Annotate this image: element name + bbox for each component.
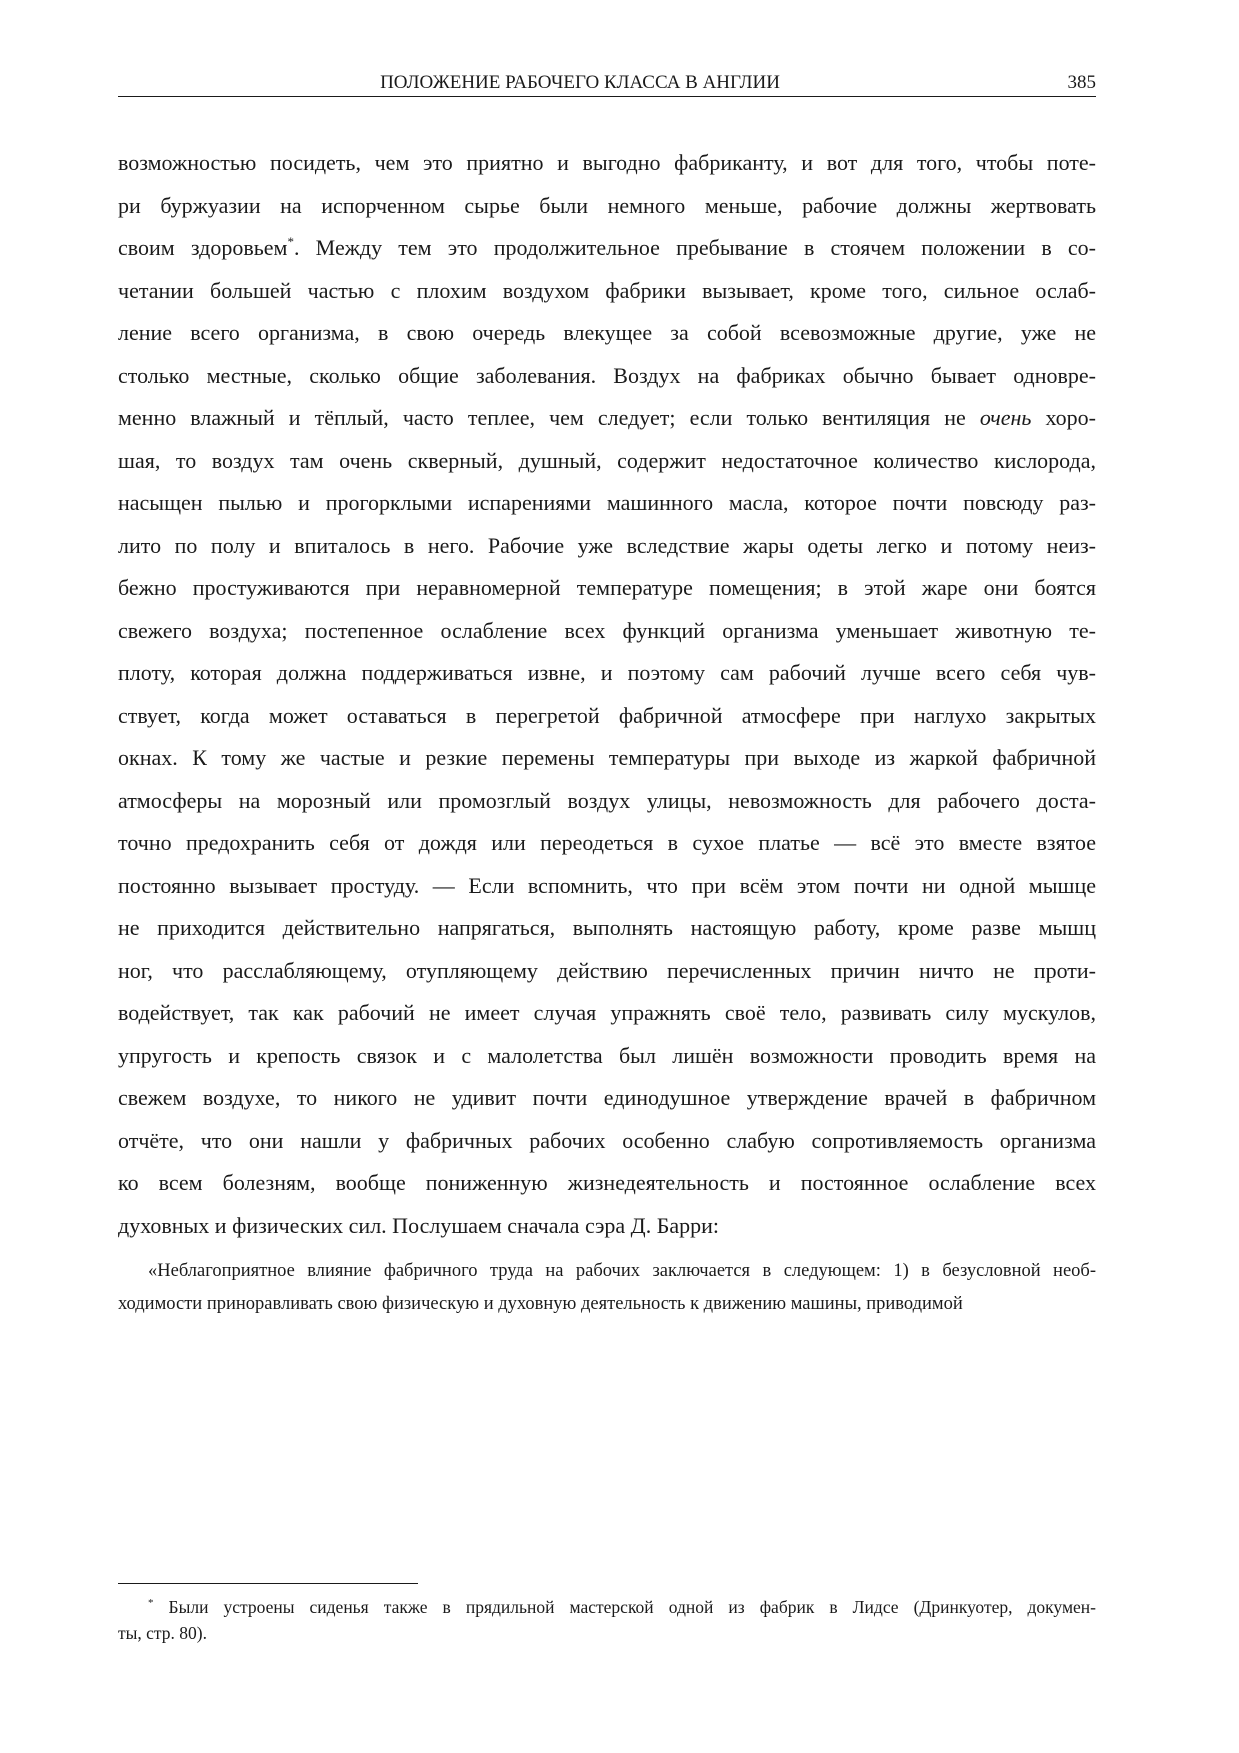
running-header — [118, 72, 1096, 97]
text-line: не приходится действительно напрягаться, выполнять настоящую работу, кроме разве мышц — [118, 915, 1096, 940]
text-line: плоту, которая должна поддерживаться извне, и поэтому сам рабочий лучше всего себя чув- — [118, 660, 1096, 685]
text-line: ног, что расслабляющему, отупляющему действию перечисленных причин ничто не проти- — [118, 957, 1096, 983]
quote-line: ходимости приноравливать свою физическую и духовную деятельность к движению машины, приводимой — [118, 1294, 963, 1314]
text-line: точно предохранить себя от дождя или переодеться в сухое платье — всё это вместе взятое — [118, 830, 1096, 855]
text-line: окнах. К тому же частые и резкие перемены температуры при выходе из жаркой фабричной — [118, 745, 1096, 770]
emphasis-text: очень — [979, 405, 1032, 430]
text-line: четании большей частью с плохим воздухом фабрики вызывает, кроме того, сильное ослаб- — [118, 277, 1096, 303]
footnote-line: ты, стр. 80). — [118, 1623, 207, 1643]
text-line: свежего воздуха; постепенное ослабление всех функций организма уменьшает животную те- — [118, 617, 1096, 643]
footnote-divider — [118, 1583, 418, 1584]
text-fragment: менно влажный и тёплый, часто теплее, чем следует; если только вентиляция не — [118, 405, 980, 430]
text-line — [118, 397, 1096, 440]
page-number: 385 — [1067, 72, 1096, 93]
text-line: постоянно вызывает простуду. — Если вспомнить, что при всём этом почти ни одной мышце — [118, 872, 1096, 898]
text-fragment: хоро- — [1031, 405, 1096, 430]
block-quote — [118, 1255, 1096, 1321]
text-line: ствует, когда может оставаться в перегретой фабричной атмосфере при наглухо закрытых — [118, 702, 1096, 728]
text-line: возможностью посидеть, чем это приятно и выгодно фабриканту, и вот для того, чтобы поте- — [118, 150, 1096, 175]
text-line: свежем воздухе, то никого не удивит почти единодушное утверждение врачей в фабричном — [118, 1085, 1096, 1110]
text-fragment: Были устроены сиденья также в прядильной мастерской одной из фабрик в Лидсе (Дринкуотер, докумен- — [153, 1597, 1096, 1617]
text-line: столько местные, сколько общие заболевания. Воздух на фабриках обычно бывает одновре- — [118, 362, 1096, 388]
footnote — [118, 1594, 1096, 1646]
text-line: бежно простуживаются при неравномерной температуре помещения; в этой жаре они боятся — [118, 575, 1096, 600]
footnote-marker: * — [148, 1597, 154, 1609]
footnote-line — [118, 1594, 1096, 1620]
body-text — [118, 142, 1096, 1247]
running-title: ПОЛОЖЕНИЕ РАБОЧЕГО КЛАССА В АНГЛИИ — [380, 72, 780, 93]
text-line: шая, то воздух там очень скверный, душный, содержит недостаточное количество кислорода, — [118, 447, 1096, 473]
footnote-marker[interactable]: * — [287, 234, 294, 249]
text-line: атмосферы на морозный или промозглый воздух улицы, невозможность для рабочего доста- — [118, 787, 1096, 813]
text-fragment: своим здоровьем — [118, 235, 288, 260]
text-line: ко всем болезням, вообще пониженную жизнедеятельность и постоянное ослабление всех — [118, 1170, 1096, 1195]
text-line: водействует, так как рабочий не имеет случая упражнять своё тело, развивать силу мускулов, — [118, 1000, 1096, 1025]
text-line — [118, 227, 1096, 270]
text-fragment: . Между тем это продолжительное пребывание в стоячем положении в со- — [293, 235, 1096, 260]
text-line: отчёте, что они нашли у фабричных рабочих особенно слабую сопротивляемость организма — [118, 1127, 1096, 1153]
text-line: лито по полу и впиталось в него. Рабочие уже вследствие жары одеты легко и потому неиз- — [118, 532, 1096, 558]
text-line: насыщен пылью и прогорклыми испарениями машинного масла, которое почти повсюду раз- — [118, 490, 1096, 515]
text-line: ление всего организма, в свою очередь влекущее за собой всевозможные другие, уже не — [118, 320, 1096, 345]
text-line: ри буржуазии на испорченном сырье были немного меньше, рабочие должны жертвовать — [118, 192, 1096, 218]
text-line: упругость и крепость связок и с малолетства был лишён возможности проводить время на — [118, 1042, 1096, 1068]
quote-line: «Неблагоприятное влияние фабричного труда на рабочих заключается в следующем: 1) в безусловной необ- — [148, 1261, 1096, 1281]
text-line: духовных и физических сил. Послушаем сначала сэра Д. Барри: — [118, 1212, 719, 1238]
